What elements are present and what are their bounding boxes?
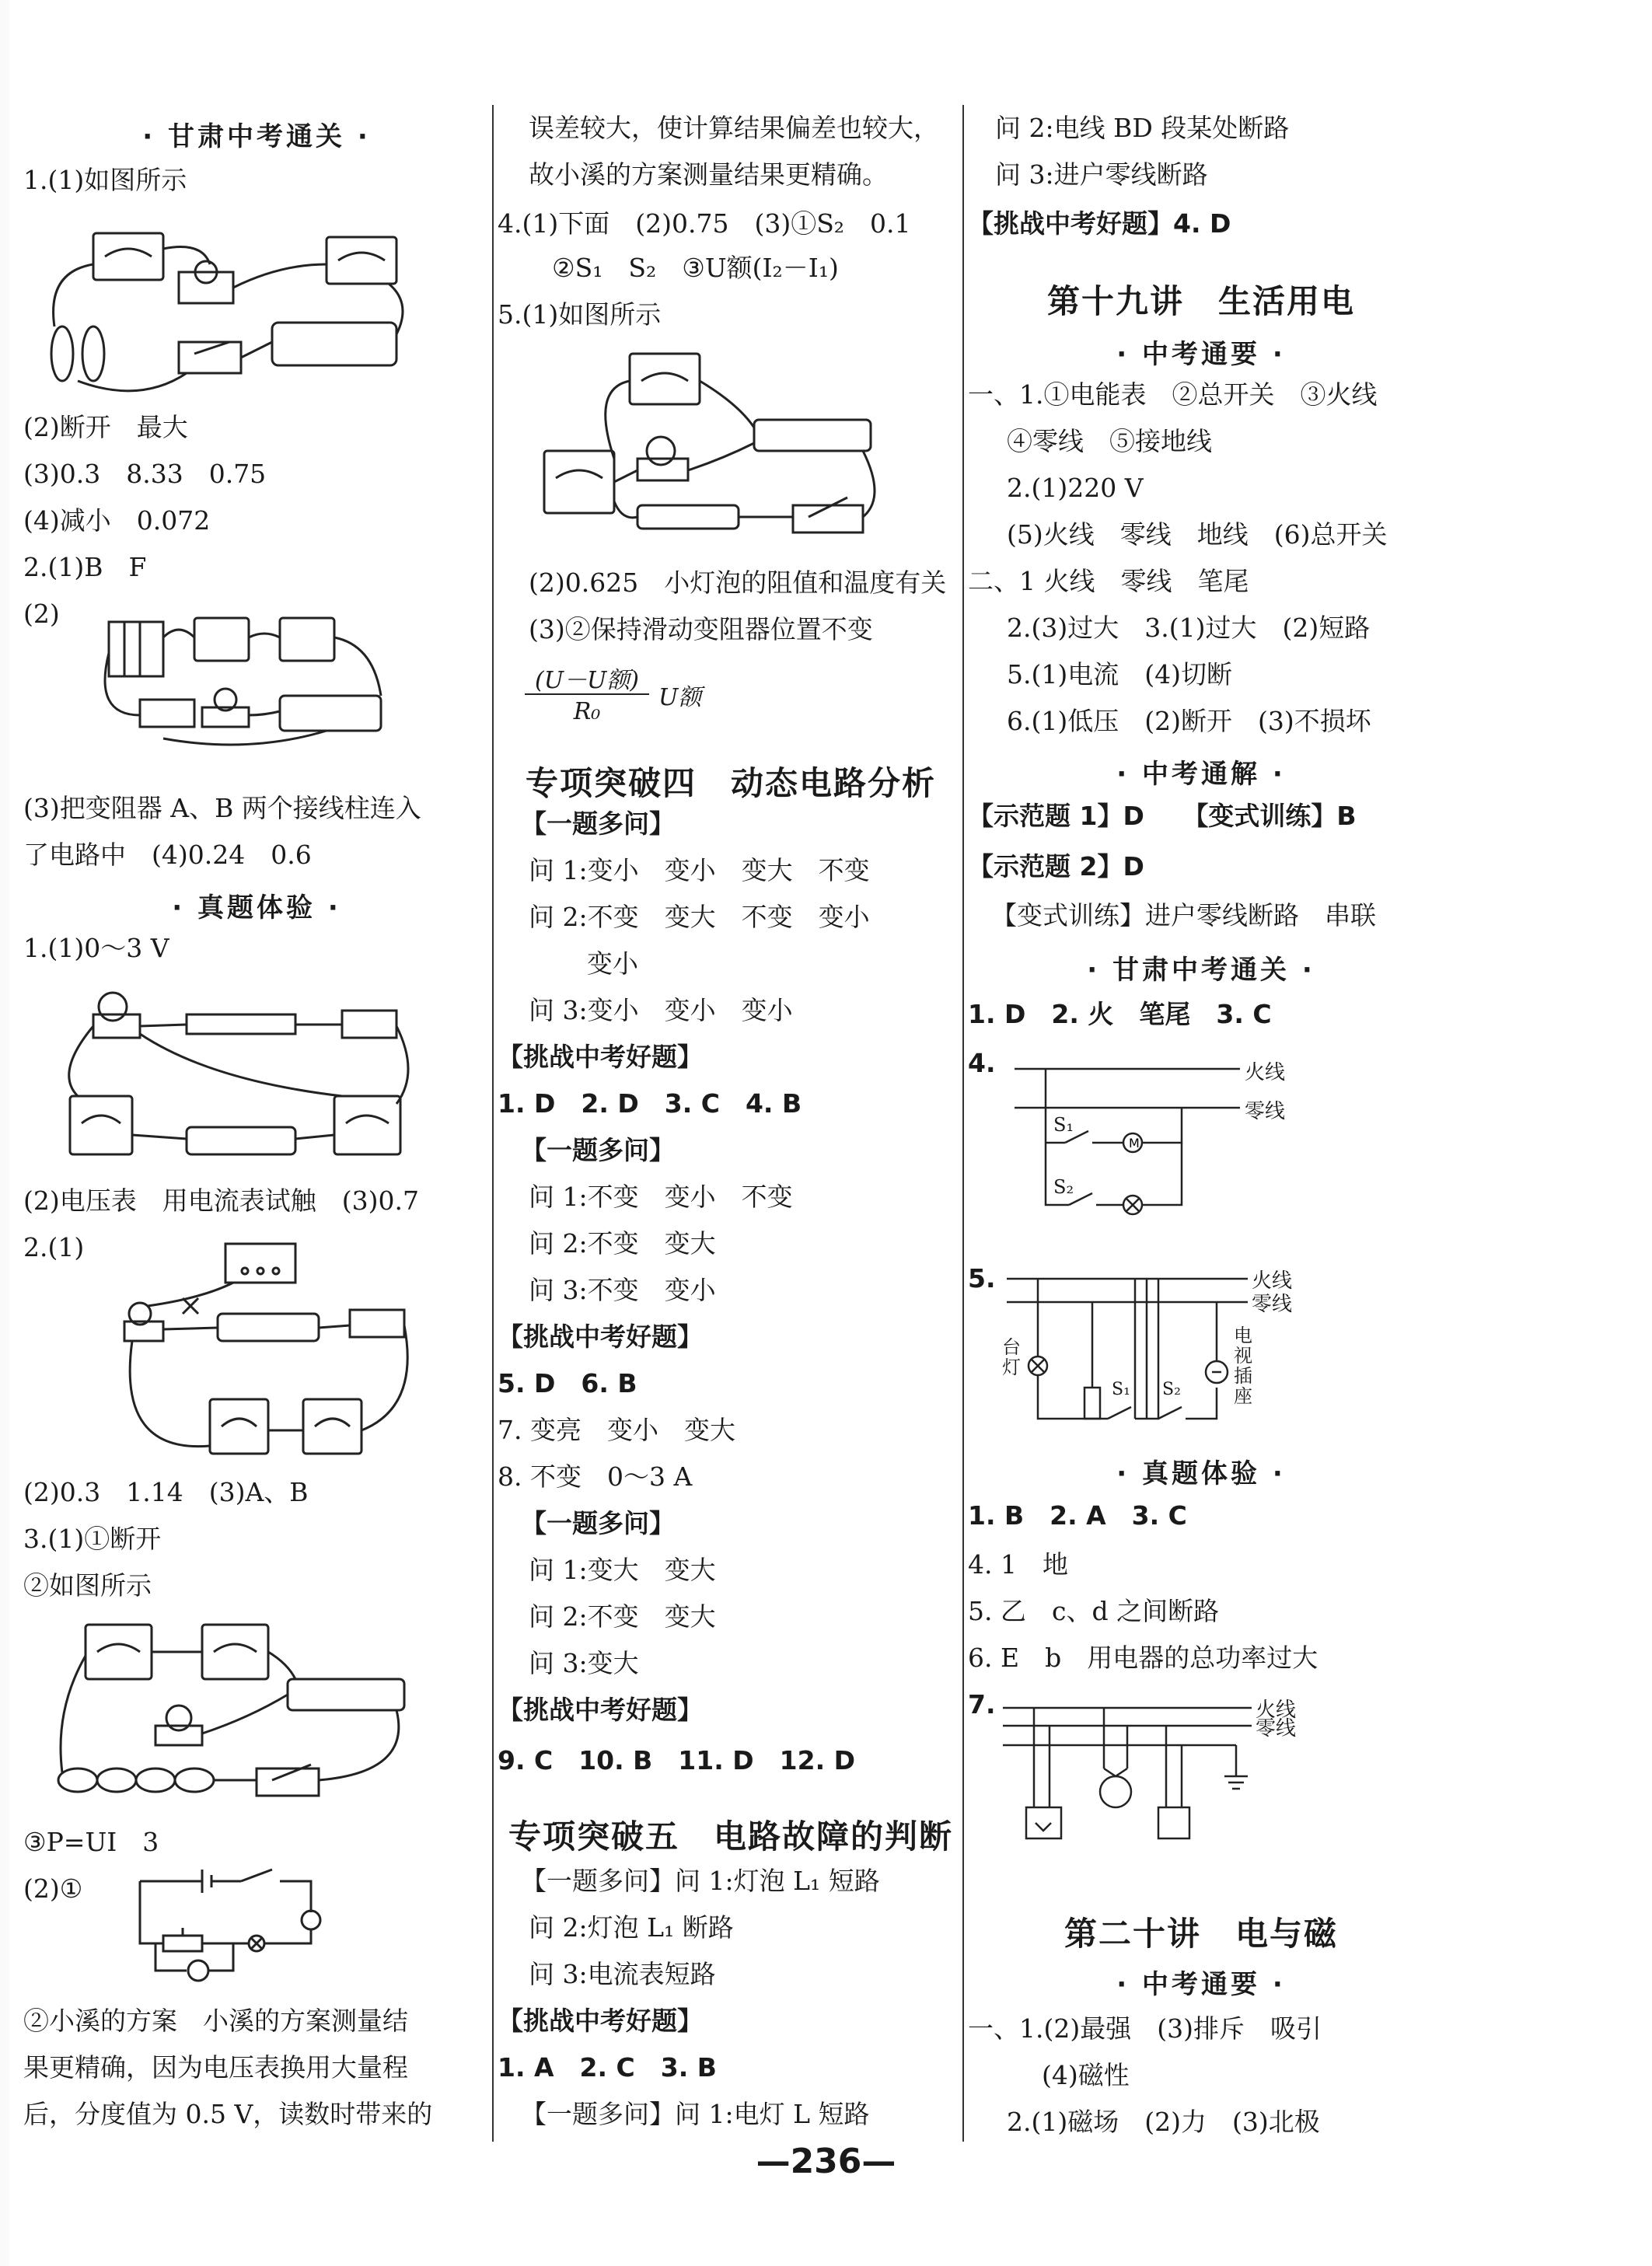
section-heading: · 中考通解 ·: [1116, 759, 1286, 790]
answer-line: (4)磁性: [1042, 2060, 1130, 2090]
circuit-figure-3: [54, 979, 420, 1182]
answer-line: 1.(1)0～3 V: [23, 933, 169, 963]
tv-socket-label: 电视插座: [1234, 1325, 1252, 1407]
answer-line: 4.(1)下面 (2)0.75 (3)①S₂ 0.1: [498, 208, 911, 239]
answer-line: 问 3:不变 变小: [529, 1275, 716, 1305]
answer-line: (2)①: [23, 1873, 83, 1904]
answer-line: 问 2:电线 BD 段某处断路: [995, 113, 1290, 143]
answer-line: 误差较大，使计算结果偏差也较大，: [529, 113, 939, 143]
answer-line: ②如图所示: [23, 1570, 152, 1601]
answer-line: (2)电压表 用电流表试触 (3)0.7: [23, 1185, 419, 1216]
section-heading: · 中考通要 ·: [1116, 1969, 1286, 2000]
section-title: 专项突破五 电路故障的判断: [508, 1817, 953, 1856]
answer-line: (2)0.3 1.14 (3)A、B: [23, 1477, 309, 1507]
answer-line: 一、1.①电能表 ②总开关 ③火线: [968, 379, 1378, 410]
answer-line: 问 1:变大 变大: [529, 1555, 716, 1585]
answer-line: 1. A 2. C 3. B: [498, 2052, 717, 2083]
answer-line: (3)0.3 8.33 0.75: [23, 459, 267, 489]
answer-line: 【一题多问】问 1:电灯 L 短路: [521, 2099, 870, 2129]
answer-column-3: [968, 0, 1434, 2146]
answer-line: 问 3:进户零线断路: [995, 159, 1208, 190]
wiring-diagram-4: [1015, 1053, 1294, 1232]
answer-line: 问 1:不变 变小 不变: [529, 1182, 793, 1212]
question-tag: 【挑战中考好题】: [498, 2006, 703, 2036]
answer-line: 4. 1 地: [968, 1549, 1068, 1580]
wire-label-neutral: 零线: [1245, 1100, 1286, 1123]
fraction-bar: [525, 693, 649, 695]
wiring-diagram-5: [1002, 1263, 1310, 1442]
wire-label-neutral: 零线: [1252, 1293, 1293, 1316]
answer-line: 5.(1)电流 (4)切断: [1007, 659, 1232, 690]
lecture-title: 第二十讲 电与磁: [1063, 1915, 1338, 1953]
answer-column-1: [23, 0, 490, 2146]
answer-line: 问 2:不变 变大 不变 变小: [529, 902, 870, 932]
answer-line: 问 3:变大: [529, 1648, 639, 1678]
circuit-figure-7: [529, 342, 878, 544]
answer-line: 5. 乙 c、d 之间断路: [968, 1596, 1220, 1626]
question-tag: 【一题多问】: [521, 1135, 675, 1165]
answer-line: 后，分度值为 0.5 V，读数时带来的: [23, 2099, 433, 2129]
wire-label-neutral: 零线: [1256, 1717, 1297, 1741]
answer-line: 2.(1)220 V: [1007, 473, 1144, 503]
question-tag: 【示范题 2】D: [968, 851, 1144, 882]
wire-label-live: 火线: [1256, 1699, 1297, 1722]
answer-line: 果更精确，因为电压表换用大量程: [23, 2052, 408, 2083]
switch-label: S₂: [1053, 1176, 1074, 1198]
fraction-numerator: (U－U额): [535, 667, 639, 694]
question-tag: 【一题多问】: [521, 808, 675, 839]
answer-line: 2.(1)磁场 (2)力 (3)北极: [1007, 2107, 1320, 2137]
answer-line: 问 1:变小 变小 变大 不变: [529, 855, 870, 885]
motor-symbol: M: [1129, 1136, 1140, 1150]
question-tag: 【挑战中考好题】: [498, 1042, 703, 1072]
fraction-denominator: R₀: [573, 698, 601, 725]
answer-column-2: [498, 0, 964, 2146]
section-heading: · 真题体验 ·: [172, 892, 341, 924]
section-heading: · 中考通要 ·: [1116, 339, 1286, 370]
answer-line: (4)减小 0.072: [23, 505, 211, 536]
answer-line: (3)把变阻器 A、B 两个接线柱连入: [23, 793, 421, 823]
answer-line: 【一题多问】问 1:灯泡 L₁ 短路: [521, 1866, 880, 1896]
answer-line: 7.: [968, 1689, 996, 1720]
question-tag: 【一题多问】: [521, 1508, 675, 1538]
answer-line: (2)断开 最大: [23, 412, 188, 442]
answer-line: 一、1.(2)最强 (3)排斥 吸引: [968, 2013, 1322, 2044]
question-tag: 【示范题 1】D 【变式训练】B: [968, 801, 1357, 831]
formula-tail: U额: [658, 684, 702, 711]
answer-line: 1.(1)如图所示: [23, 165, 187, 195]
answer-line: 1. D 2. 火 笔尾 3. C: [968, 999, 1272, 1029]
answer-line: 6.(1)低压 (2)断开 (3)不损坏: [1007, 706, 1371, 736]
section-heading: · 甘肃中考通关 ·: [142, 121, 371, 152]
page-binding-edge: [0, 0, 9, 2266]
page-number: —236—: [756, 2142, 896, 2181]
section-heading: · 真题体验 ·: [1116, 1458, 1286, 1489]
answer-line: 二、1 火线 零线 笔尾: [968, 566, 1249, 596]
circuit-figure-4: [117, 1236, 420, 1469]
answer-line: 问 3:变小 变小 变小: [529, 995, 793, 1025]
answer-line: 2.(3)过大 3.(1)过大 (2)短路: [1007, 613, 1371, 643]
answer-line: (5)火线 零线 地线 (6)总开关: [1007, 519, 1388, 550]
answer-line: 问 2:灯泡 L₁ 断路: [529, 1912, 734, 1943]
answer-line: 问 2:不变 变大: [529, 1601, 716, 1632]
circuit-diagram-6: [117, 1866, 342, 1982]
answer-line: 3.(1)①断开: [23, 1524, 162, 1554]
circuit-figure-1: [47, 218, 404, 396]
answer-line: 7. 变亮 变小 变大: [498, 1415, 735, 1445]
answer-line: ②S₁ S₂ ③U额(I₂－I₁): [552, 253, 839, 283]
wire-label-live: 火线: [1252, 1269, 1293, 1293]
answer-line: 9. C 10. B 11. D 12. D: [498, 1745, 855, 1775]
answer-line: 5.: [968, 1263, 996, 1294]
answer-line: 8. 不变 0～3 A: [498, 1461, 693, 1492]
answer-line: 变小: [587, 948, 638, 979]
answer-line: 6. E b 用电器的总功率过大: [968, 1643, 1318, 1673]
answer-line: 【变式训练】进户零线断路 串联: [991, 900, 1376, 930]
wiring-diagram-7: [1003, 1691, 1314, 1862]
switch-label: S₂: [1162, 1380, 1181, 1399]
circuit-figure-2: [93, 606, 404, 746]
answer-line: (2): [23, 599, 60, 629]
answer-line: ④零线 ⑤接地线: [1007, 426, 1212, 456]
switch-label: S₁: [1053, 1114, 1074, 1136]
answer-line: 问 3:电流表短路: [529, 1959, 716, 1989]
switch-label: S₁: [1112, 1380, 1130, 1399]
answer-line: 2.(1): [23, 1232, 85, 1262]
section-heading: · 甘肃中考通关 ·: [1087, 955, 1315, 986]
answer-line: (2)0.625 小灯泡的阻值和温度有关: [529, 567, 947, 598]
answer-line: 1. B 2. A 3. C: [968, 1500, 1187, 1531]
answer-line: 问 2:不变 变大: [529, 1228, 716, 1259]
lamp-label: 台灯: [1002, 1336, 1021, 1378]
question-tag: 【挑战中考好题】: [498, 1695, 703, 1725]
answer-line: 1. D 2. D 3. C 4. B: [498, 1088, 802, 1119]
answer-line: 2.(1)B F: [23, 552, 147, 582]
column-divider: [492, 105, 494, 2142]
answer-line: ③P=UI 3: [23, 1827, 159, 1857]
circuit-figure-5: [54, 1617, 428, 1803]
lecture-title: 第十九讲 生活用电: [1046, 282, 1355, 320]
section-title: 专项突破四 动态电路分析: [525, 764, 936, 802]
answer-line: 5.(1)如图所示: [498, 299, 662, 330]
answer-line: 5. D 6. B: [498, 1368, 637, 1398]
answer-line: 了电路中 (4)0.24 0.6: [23, 840, 312, 870]
answer-line: 故小溪的方案测量结果更精确。: [529, 159, 888, 190]
answer-line: 4.: [968, 1048, 996, 1078]
answer-line: ②小溪的方案 小溪的方案测量结: [23, 2006, 408, 2036]
answer-line: (3)②保持滑动变阻器位置不变: [529, 614, 873, 644]
question-tag: 【挑战中考好题】: [498, 1322, 703, 1352]
question-tag: 【挑战中考好题】4. D: [968, 208, 1231, 239]
wire-label-live: 火线: [1245, 1061, 1286, 1084]
